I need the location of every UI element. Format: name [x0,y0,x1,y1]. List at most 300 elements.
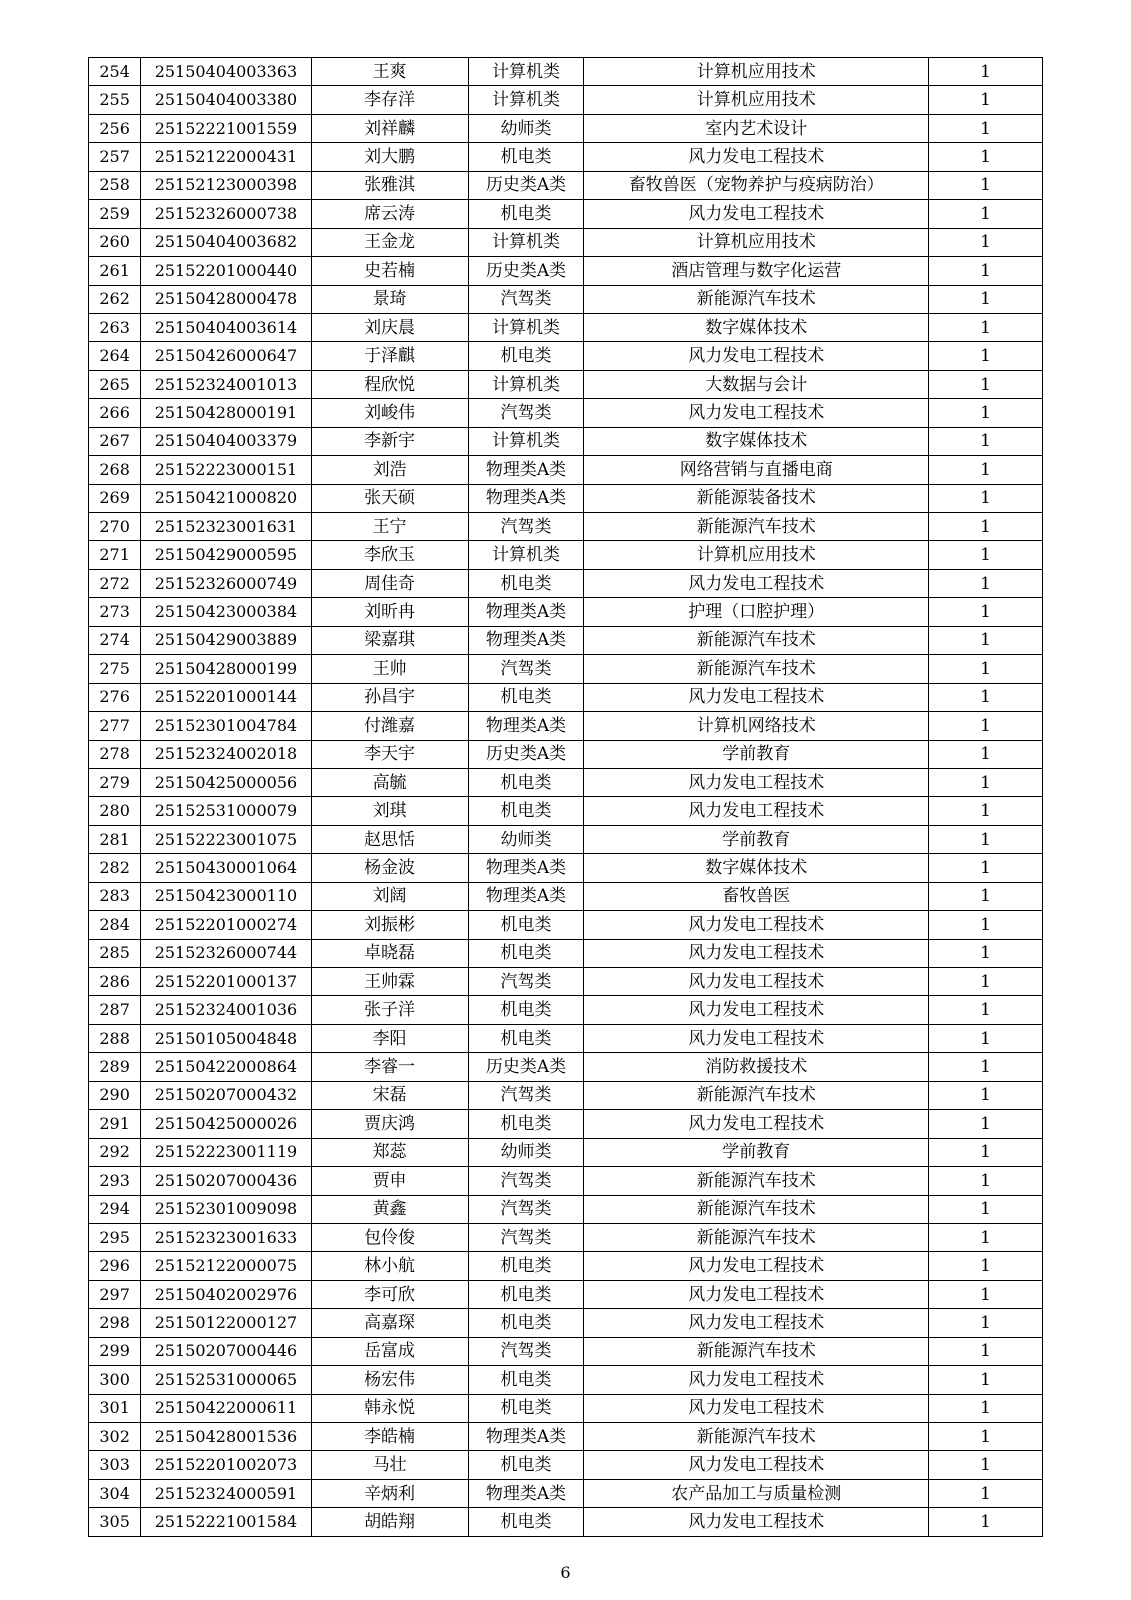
table-row [89,911,1043,939]
exam-id-cell: 25152323001633 [141,1223,311,1251]
row-number-cell: 302 [89,1423,141,1451]
exam-id-cell: 25150428001536 [141,1423,311,1451]
count-cell: 1 [929,1423,1043,1451]
count-cell: 1 [929,427,1043,455]
category-cell: 机电类 [468,683,584,711]
student-name-cell: 梁嘉琪 [311,626,468,654]
count-cell: 1 [929,939,1043,967]
exam-id-cell: 25150404003614 [141,313,311,341]
major-cell: 室内艺术设计 [584,114,929,142]
count-cell: 1 [929,143,1043,171]
category-cell: 汽驾类 [468,1195,584,1223]
major-cell: 风力发电工程技术 [584,342,929,370]
student-name-cell: 杨金波 [311,854,468,882]
row-number-cell: 288 [89,1024,141,1052]
major-cell: 消防救援技术 [584,1053,929,1081]
exam-id-cell: 25152221001559 [141,114,311,142]
category-cell: 物理类A类 [468,1479,584,1507]
major-cell: 学前教育 [584,740,929,768]
category-cell: 机电类 [468,911,584,939]
major-cell: 农产品加工与质量检测 [584,1479,929,1507]
count-cell: 1 [929,1309,1043,1337]
category-cell: 历史类A类 [468,171,584,199]
exam-id-cell: 25150430001064 [141,854,311,882]
admission-table [88,57,1043,1537]
student-name-cell: 胡皓翔 [311,1508,468,1536]
student-name-cell: 程欣悦 [311,370,468,398]
major-cell: 风力发电工程技术 [584,968,929,996]
count-cell: 1 [929,114,1043,142]
category-cell: 计算机类 [468,541,584,569]
count-cell: 1 [929,626,1043,654]
row-number-cell: 260 [89,228,141,256]
exam-id-cell: 25152201000144 [141,683,311,711]
table-row [89,200,1043,228]
student-name-cell: 贾庆鸿 [311,1110,468,1138]
table-row [89,968,1043,996]
category-cell: 汽驾类 [468,285,584,313]
student-name-cell: 刘庆晨 [311,313,468,341]
exam-id-cell: 25150423000110 [141,882,311,910]
table-row [89,655,1043,683]
table-row [89,513,1043,541]
student-name-cell: 张雅淇 [311,171,468,199]
category-cell: 物理类A类 [468,626,584,654]
category-cell: 物理类A类 [468,456,584,484]
major-cell: 风力发电工程技术 [584,1451,929,1479]
exam-id-cell: 25152223000151 [141,456,311,484]
category-cell: 机电类 [468,342,584,370]
student-name-cell: 刘祥麟 [311,114,468,142]
major-cell: 风力发电工程技术 [584,911,929,939]
category-cell: 物理类A类 [468,484,584,512]
exam-id-cell: 25150404003380 [141,86,311,114]
major-cell: 数字媒体技术 [584,427,929,455]
exam-id-cell: 25150105004848 [141,1024,311,1052]
row-number-cell: 292 [89,1138,141,1166]
category-cell: 计算机类 [468,370,584,398]
row-number-cell: 296 [89,1252,141,1280]
count-cell: 1 [929,456,1043,484]
exam-id-cell: 25152324000591 [141,1479,311,1507]
student-name-cell: 王金龙 [311,228,468,256]
major-cell: 学前教育 [584,1138,929,1166]
exam-id-cell: 25152323001631 [141,513,311,541]
category-cell: 机电类 [468,1110,584,1138]
major-cell: 风力发电工程技术 [584,797,929,825]
major-cell: 风力发电工程技术 [584,939,929,967]
major-cell: 风力发电工程技术 [584,1366,929,1394]
major-cell: 新能源装备技术 [584,484,929,512]
student-name-cell: 王爽 [311,58,468,86]
student-name-cell: 刘浩 [311,456,468,484]
table-row [89,683,1043,711]
student-name-cell: 刘峻伟 [311,399,468,427]
row-number-cell: 305 [89,1508,141,1536]
count-cell: 1 [929,1110,1043,1138]
exam-id-cell: 25152201002073 [141,1451,311,1479]
count-cell: 1 [929,313,1043,341]
major-cell: 学前教育 [584,825,929,853]
row-number-cell: 293 [89,1167,141,1195]
row-number-cell: 297 [89,1280,141,1308]
major-cell: 数字媒体技术 [584,313,929,341]
table-row [89,1195,1043,1223]
count-cell: 1 [929,1053,1043,1081]
category-cell: 汽驾类 [468,1337,584,1365]
table-row [89,1223,1043,1251]
major-cell: 风力发电工程技术 [584,200,929,228]
row-number-cell: 299 [89,1337,141,1365]
exam-id-cell: 25152326000749 [141,569,311,597]
exam-id-cell: 25152531000065 [141,1366,311,1394]
category-cell: 汽驾类 [468,968,584,996]
row-number-cell: 290 [89,1081,141,1109]
row-number-cell: 266 [89,399,141,427]
major-cell: 风力发电工程技术 [584,683,929,711]
row-number-cell: 271 [89,541,141,569]
category-cell: 机电类 [468,1451,584,1479]
count-cell: 1 [929,399,1043,427]
table-row [89,1081,1043,1109]
exam-id-cell: 25152123000398 [141,171,311,199]
exam-id-cell: 25150425000026 [141,1110,311,1138]
table-row [89,598,1043,626]
category-cell: 机电类 [468,1024,584,1052]
table-row [89,825,1043,853]
table-row [89,712,1043,740]
student-name-cell: 于泽麒 [311,342,468,370]
major-cell: 计算机网络技术 [584,712,929,740]
row-number-cell: 303 [89,1451,141,1479]
category-cell: 历史类A类 [468,1053,584,1081]
student-name-cell: 马壮 [311,1451,468,1479]
table-row [89,228,1043,256]
row-number-cell: 284 [89,911,141,939]
count-cell: 1 [929,1167,1043,1195]
exam-id-cell: 25152223001119 [141,1138,311,1166]
table-row [89,143,1043,171]
category-cell: 计算机类 [468,58,584,86]
category-cell: 汽驾类 [468,1167,584,1195]
exam-id-cell: 25150404003363 [141,58,311,86]
count-cell: 1 [929,797,1043,825]
count-cell: 1 [929,228,1043,256]
exam-id-cell: 25152324001036 [141,996,311,1024]
student-name-cell: 韩永悦 [311,1394,468,1422]
student-name-cell: 刘昕冉 [311,598,468,626]
major-cell: 畜牧兽医 [584,882,929,910]
major-cell: 计算机应用技术 [584,228,929,256]
table-row [89,1280,1043,1308]
major-cell: 新能源汽车技术 [584,626,929,654]
exam-id-cell: 25152531000079 [141,797,311,825]
table-row [89,768,1043,796]
category-cell: 机电类 [468,143,584,171]
row-number-cell: 259 [89,200,141,228]
count-cell: 1 [929,58,1043,86]
row-number-cell: 270 [89,513,141,541]
category-cell: 幼师类 [468,1138,584,1166]
row-number-cell: 268 [89,456,141,484]
student-name-cell: 付潍嘉 [311,712,468,740]
table-row [89,1337,1043,1365]
count-cell: 1 [929,171,1043,199]
exam-id-cell: 25150122000127 [141,1309,311,1337]
table-row [89,313,1043,341]
student-name-cell: 卓晓磊 [311,939,468,967]
student-name-cell: 王宁 [311,513,468,541]
major-cell: 新能源汽车技术 [584,1081,929,1109]
major-cell: 风力发电工程技术 [584,1024,929,1052]
count-cell: 1 [929,1451,1043,1479]
table-row [89,427,1043,455]
category-cell: 机电类 [468,1366,584,1394]
exam-id-cell: 25150421000820 [141,484,311,512]
table-row [89,86,1043,114]
table-row [89,171,1043,199]
student-name-cell: 李可欣 [311,1280,468,1308]
student-name-cell: 李新宇 [311,427,468,455]
count-cell: 1 [929,1280,1043,1308]
exam-id-cell: 25150429003889 [141,626,311,654]
exam-id-cell: 25152326000738 [141,200,311,228]
category-cell: 机电类 [468,1309,584,1337]
table-row [89,1366,1043,1394]
exam-id-cell: 25150207000432 [141,1081,311,1109]
major-cell: 新能源汽车技术 [584,285,929,313]
table-row [89,1024,1043,1052]
student-name-cell: 张天硕 [311,484,468,512]
table-row [89,1394,1043,1422]
row-number-cell: 294 [89,1195,141,1223]
major-cell: 新能源汽车技术 [584,655,929,683]
table-row [89,58,1043,86]
exam-id-cell: 25150428000478 [141,285,311,313]
count-cell: 1 [929,1337,1043,1365]
category-cell: 计算机类 [468,86,584,114]
major-cell: 风力发电工程技术 [584,143,929,171]
category-cell: 汽驾类 [468,513,584,541]
row-number-cell: 287 [89,996,141,1024]
student-name-cell: 刘振彬 [311,911,468,939]
row-number-cell: 264 [89,342,141,370]
category-cell: 机电类 [468,1394,584,1422]
row-number-cell: 280 [89,797,141,825]
category-cell: 机电类 [468,1252,584,1280]
student-name-cell: 黄鑫 [311,1195,468,1223]
row-number-cell: 298 [89,1309,141,1337]
row-number-cell: 295 [89,1223,141,1251]
major-cell: 畜牧兽医（宠物养护与疫病防治） [584,171,929,199]
table-row [89,854,1043,882]
category-cell: 汽驾类 [468,399,584,427]
major-cell: 计算机应用技术 [584,58,929,86]
row-number-cell: 300 [89,1366,141,1394]
table-row [89,370,1043,398]
category-cell: 计算机类 [468,427,584,455]
row-number-cell: 267 [89,427,141,455]
category-cell: 计算机类 [468,313,584,341]
row-number-cell: 304 [89,1479,141,1507]
major-cell: 计算机应用技术 [584,541,929,569]
category-cell: 机电类 [468,797,584,825]
table-row [89,626,1043,654]
count-cell: 1 [929,200,1043,228]
count-cell: 1 [929,1508,1043,1536]
row-number-cell: 278 [89,740,141,768]
student-name-cell: 杨宏伟 [311,1366,468,1394]
count-cell: 1 [929,911,1043,939]
count-cell: 1 [929,257,1043,285]
student-name-cell: 李阳 [311,1024,468,1052]
student-name-cell: 王帅 [311,655,468,683]
student-name-cell: 席云涛 [311,200,468,228]
category-cell: 幼师类 [468,114,584,142]
table-row [89,456,1043,484]
row-number-cell: 286 [89,968,141,996]
major-cell: 新能源汽车技术 [584,513,929,541]
student-name-cell: 周佳奇 [311,569,468,597]
row-number-cell: 272 [89,569,141,597]
student-name-cell: 李存洋 [311,86,468,114]
row-number-cell: 289 [89,1053,141,1081]
row-number-cell: 279 [89,768,141,796]
category-cell: 汽驾类 [468,1081,584,1109]
student-name-cell: 高嘉琛 [311,1309,468,1337]
major-cell: 新能源汽车技术 [584,1337,929,1365]
table-row [89,1252,1043,1280]
row-number-cell: 285 [89,939,141,967]
category-cell: 物理类A类 [468,854,584,882]
student-name-cell: 郑蕊 [311,1138,468,1166]
exam-id-cell: 25150404003379 [141,427,311,455]
major-cell: 风力发电工程技术 [584,996,929,1024]
table-row [89,1451,1043,1479]
exam-id-cell: 25152223001075 [141,825,311,853]
major-cell: 新能源汽车技术 [584,1223,929,1251]
student-name-cell: 辛炳利 [311,1479,468,1507]
category-cell: 幼师类 [468,825,584,853]
count-cell: 1 [929,86,1043,114]
category-cell: 机电类 [468,1280,584,1308]
major-cell: 风力发电工程技术 [584,1110,929,1138]
exam-id-cell: 25150426000647 [141,342,311,370]
major-cell: 风力发电工程技术 [584,1394,929,1422]
table-row [89,1053,1043,1081]
student-name-cell: 包伶俊 [311,1223,468,1251]
student-name-cell: 王帅霖 [311,968,468,996]
student-name-cell: 史若楠 [311,257,468,285]
count-cell: 1 [929,1366,1043,1394]
major-cell: 新能源汽车技术 [584,1195,929,1223]
major-cell: 酒店管理与数字化运营 [584,257,929,285]
category-cell: 汽驾类 [468,1223,584,1251]
major-cell: 风力发电工程技术 [584,1252,929,1280]
count-cell: 1 [929,825,1043,853]
exam-id-cell: 25152122000075 [141,1252,311,1280]
count-cell: 1 [929,1252,1043,1280]
table-row [89,1110,1043,1138]
row-number-cell: 254 [89,58,141,86]
major-cell: 风力发电工程技术 [584,1508,929,1536]
major-cell: 新能源汽车技术 [584,1423,929,1451]
row-number-cell: 275 [89,655,141,683]
major-cell: 风力发电工程技术 [584,399,929,427]
count-cell: 1 [929,484,1043,512]
table-row [89,1508,1043,1536]
row-number-cell: 282 [89,854,141,882]
student-name-cell: 李天宇 [311,740,468,768]
student-name-cell: 岳富成 [311,1337,468,1365]
major-cell: 网络营销与直播电商 [584,456,929,484]
count-cell: 1 [929,1223,1043,1251]
category-cell: 机电类 [468,768,584,796]
exam-id-cell: 25150425000056 [141,768,311,796]
count-cell: 1 [929,1138,1043,1166]
table-row [89,1309,1043,1337]
student-name-cell: 张子洋 [311,996,468,1024]
count-cell: 1 [929,854,1043,882]
exam-id-cell: 25152301009098 [141,1195,311,1223]
row-number-cell: 276 [89,683,141,711]
student-name-cell: 李睿一 [311,1053,468,1081]
exam-id-cell: 25150423000384 [141,598,311,626]
count-cell: 1 [929,598,1043,626]
major-cell: 新能源汽车技术 [584,1167,929,1195]
category-cell: 机电类 [468,200,584,228]
category-cell: 历史类A类 [468,257,584,285]
category-cell: 机电类 [468,996,584,1024]
table-row [89,285,1043,313]
exam-id-cell: 25152326000744 [141,939,311,967]
count-cell: 1 [929,1024,1043,1052]
exam-id-cell: 25152122000431 [141,143,311,171]
student-name-cell: 刘大鹏 [311,143,468,171]
exam-id-cell: 25150428000191 [141,399,311,427]
major-cell: 计算机应用技术 [584,86,929,114]
category-cell: 物理类A类 [468,1423,584,1451]
student-name-cell: 刘琪 [311,797,468,825]
table-row [89,399,1043,427]
table-row [89,484,1043,512]
count-cell: 1 [929,342,1043,370]
exam-id-cell: 25150422000864 [141,1053,311,1081]
row-number-cell: 255 [89,86,141,114]
exam-id-cell: 25150429000595 [141,541,311,569]
row-number-cell: 274 [89,626,141,654]
student-name-cell: 刘阔 [311,882,468,910]
count-cell: 1 [929,712,1043,740]
exam-id-cell: 25152201000274 [141,911,311,939]
count-cell: 1 [929,655,1043,683]
major-cell: 风力发电工程技术 [584,768,929,796]
major-cell: 护理（口腔护理） [584,598,929,626]
count-cell: 1 [929,1479,1043,1507]
row-number-cell: 261 [89,257,141,285]
count-cell: 1 [929,569,1043,597]
row-number-cell: 265 [89,370,141,398]
exam-id-cell: 25152324001013 [141,370,311,398]
table-row [89,541,1043,569]
table-row [89,1423,1043,1451]
table-row [89,257,1043,285]
major-cell: 数字媒体技术 [584,854,929,882]
exam-id-cell: 25152324002018 [141,740,311,768]
count-cell: 1 [929,513,1043,541]
count-cell: 1 [929,882,1043,910]
exam-id-cell: 25150404003682 [141,228,311,256]
